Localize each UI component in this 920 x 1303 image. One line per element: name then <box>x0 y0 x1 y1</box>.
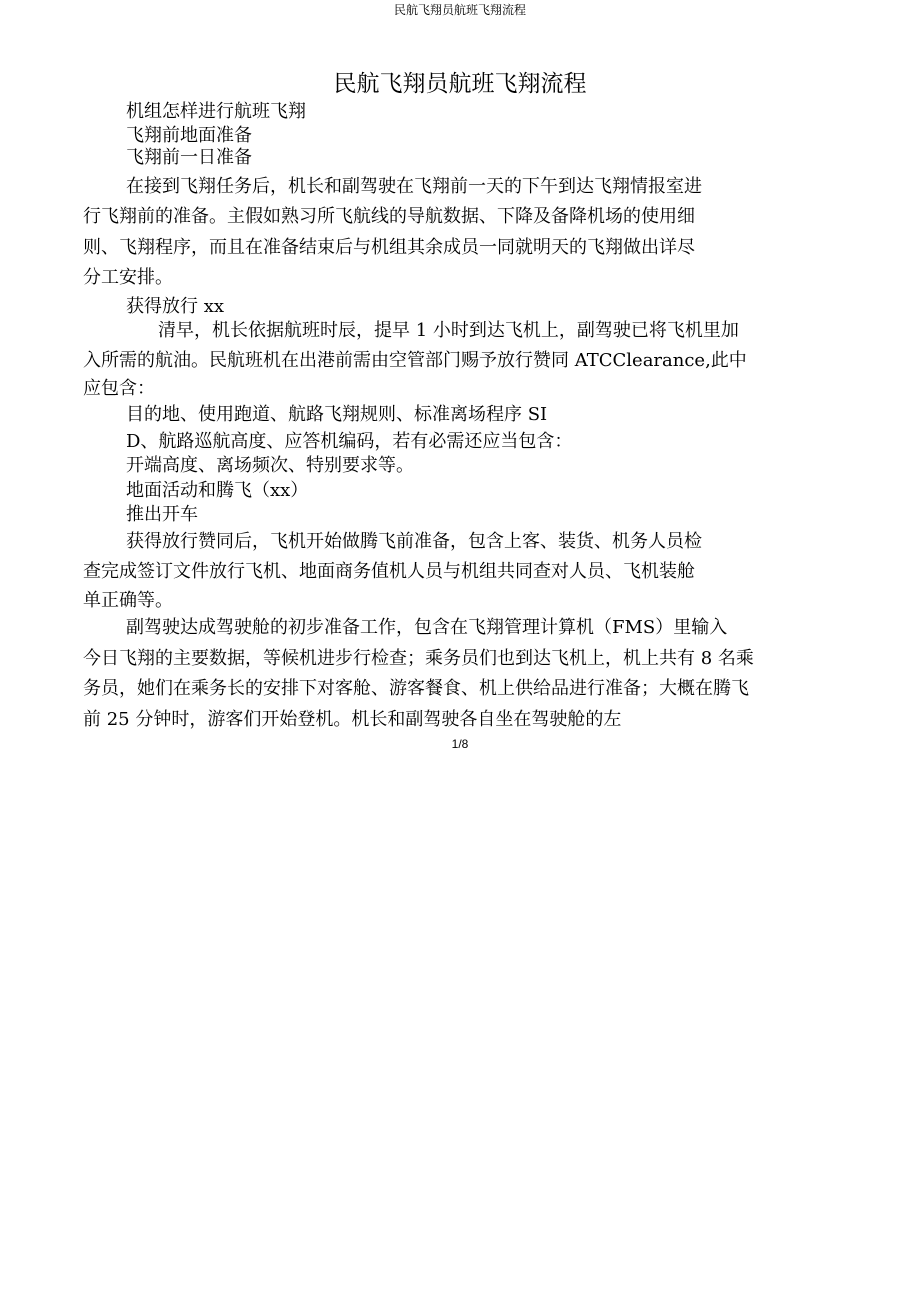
section-heading: 飞翔前一日准备 <box>126 147 252 168</box>
paragraph-line: 开端高度、离场频次、特别要求等。 <box>126 455 414 476</box>
paragraph-line: 目的地、使用跑道、航路飞翔规则、标准离场程序 SI <box>126 404 548 425</box>
paragraph-line: 分工安排。 <box>83 267 173 288</box>
section-heading: 推出开车 <box>126 504 198 525</box>
paragraph-line: 单正确等。 <box>83 590 173 611</box>
paragraph-line: 务员，她们在乘务长的安排下对客舱、游客餐食、机上供给品进行准备；大概在腾飞 <box>83 678 749 699</box>
paragraph-line: 查完成签订文件放行飞机、地面商务值机人员与机组共同查对人员、飞机装舱 <box>83 561 695 582</box>
paragraph-line: 清早，机长依据航班时辰，提早 1 小时到达飞机上，副驾驶已将飞机里加 <box>158 320 739 341</box>
paragraph-line: 行飞翔前的准备。主假如熟习所飞航线的导航数据、下降及备降机场的使用细 <box>83 206 695 227</box>
paragraph-line: 前 25 分钟时，游客们开始登机。机长和副驾驶各自坐在驾驶舱的左 <box>83 709 622 730</box>
paragraph-line: 应包含： <box>83 378 155 399</box>
paragraph-line: 则、飞翔程序，而且在准备结束后与机组其余成员一同就明天的飞翔做出详尽 <box>83 237 695 258</box>
paragraph-line: 副驾驶达成驾驶舱的初步准备工作，包含在飞翔管理计算机（FMS）里输入 <box>126 617 728 638</box>
section-heading: 机组怎样进行航班飞翔 <box>126 101 306 122</box>
section-heading: 飞翔前地面准备 <box>126 125 252 146</box>
section-heading: 获得放行 xx <box>126 296 225 317</box>
document-title: 民航飞翔员航班飞翔流程 <box>333 71 587 97</box>
page-number: 1/8 <box>451 737 469 751</box>
section-heading: 地面活动和腾飞（xx） <box>126 480 309 501</box>
paragraph-line: 在接到飞翔任务后，机长和副驾驶在飞翔前一天的下午到达飞翔情报室进 <box>126 176 702 197</box>
paragraph-line: 今日飞翔的主要数据，等候机进步行检查；乘务员们也到达飞机上，机上共有 8 名乘 <box>83 648 754 669</box>
paragraph-line: 入所需的航油。民航班机在出港前需由空管部门赐予放行赞同 ATCClearance,此中 <box>83 350 747 371</box>
running-header: 民航飞翔员航班飞翔流程 <box>393 3 526 17</box>
paragraph-line: 获得放行赞同后，飞机开始做腾飞前准备，包含上客、装货、机务人员检 <box>126 531 702 552</box>
paragraph-line: D、航路巡航高度、应答机编码，若有必需还应当包含： <box>126 431 573 452</box>
